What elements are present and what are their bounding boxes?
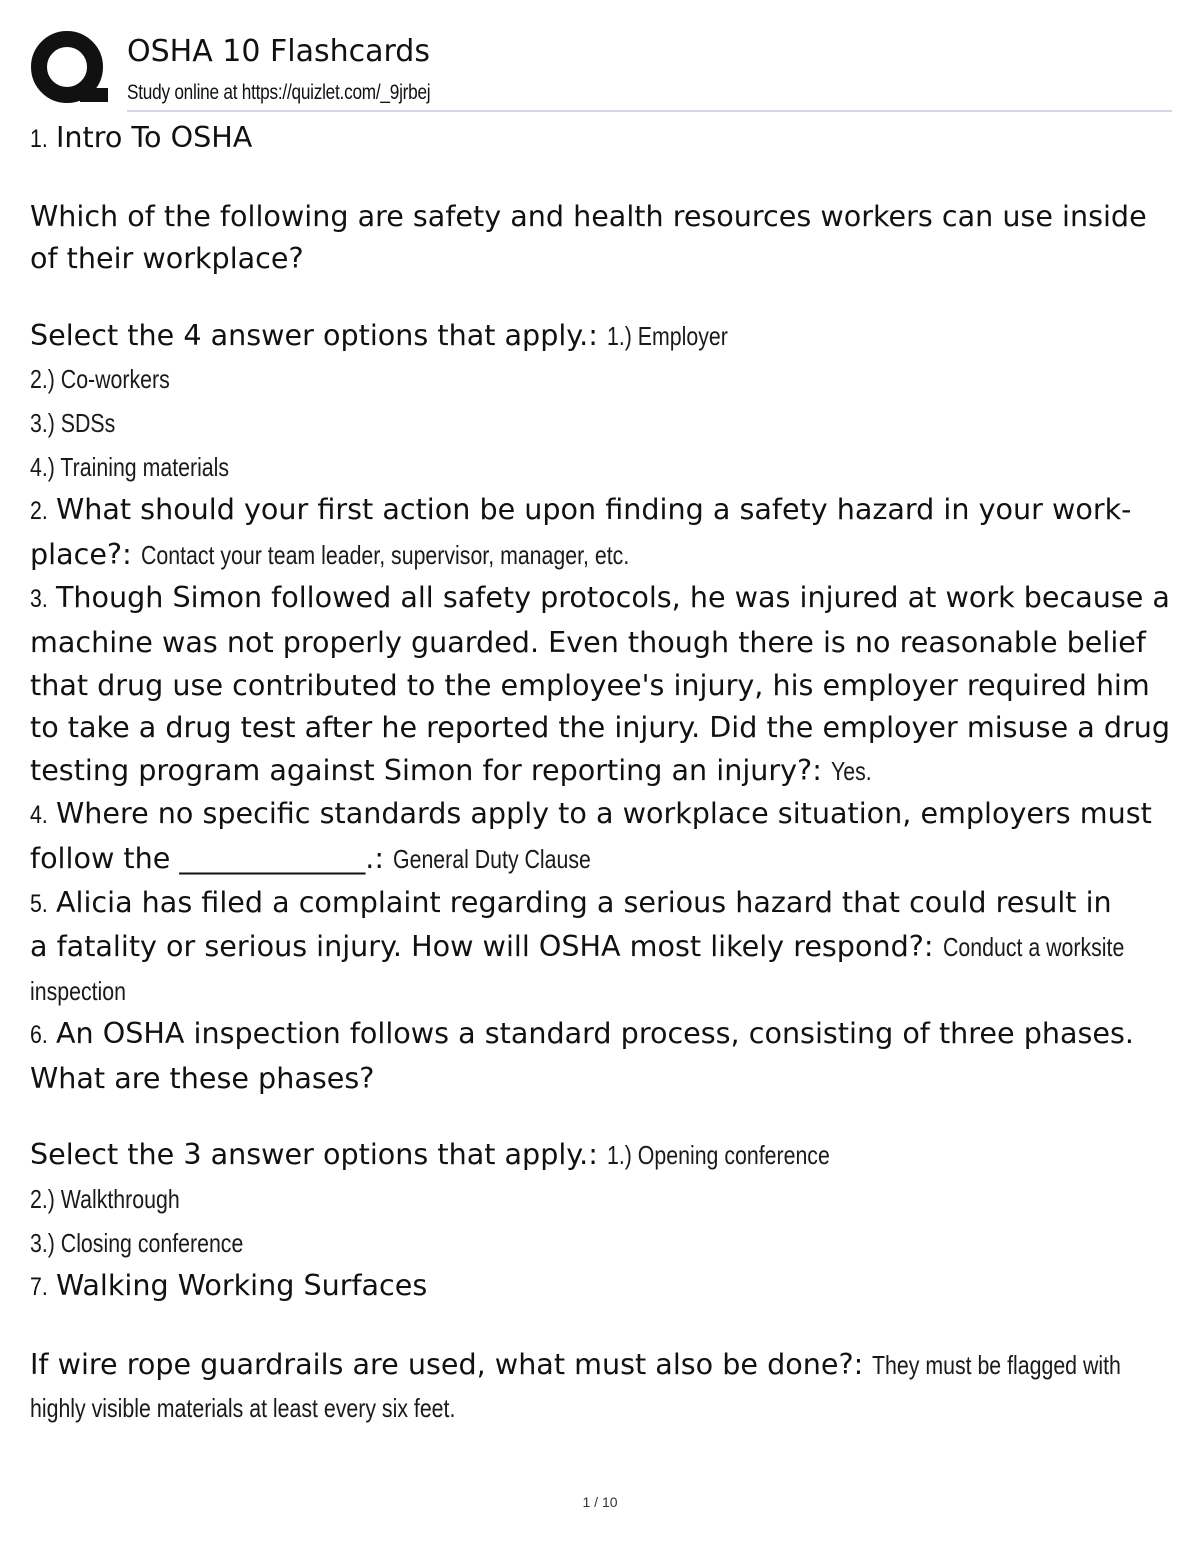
card-number: 1. [30,125,48,153]
card-question: Where no specific standards apply to a workplace situation, employers must [55,796,1152,831]
flashcard [30,1264,1175,1430]
card-answer: 4.) Training materials [30,451,230,482]
card-question: Alicia has filed a complaint regarding a serious hazard that could result in [55,884,1112,919]
card-answer: 3.) SDSs [30,407,116,438]
card-number: 5. [30,889,48,918]
quizlet-q-logo-icon [30,30,108,108]
card-answer: inspection [30,975,127,1006]
card-answer: 2.) Walkthrough [30,1184,180,1215]
card-question: testing program against Simon for reporting an injury?: [30,752,822,787]
card-number: 6. [30,1021,48,1050]
card-question: machine was not properly guarded. Even though there is no reasonable belief [30,624,1146,659]
flashcard [30,488,1175,576]
card-answer: 1.) Opening conference [606,1140,830,1171]
card-answer: 3.) Closing conference [30,1227,244,1258]
card-question: Though Simon followed all safety protocols, he was injured at work because a [55,580,1170,615]
card-answer: Yes. [830,755,872,786]
card-answer: Contact your team leader, supervisor, manager, etc. [140,539,630,570]
card-question: Select the 4 answer options that apply.: [30,317,598,352]
card-question: follow the _____________.: [30,840,385,875]
flashcard [30,792,1175,880]
card-answer: They must be flagged with [872,1349,1122,1380]
card-question: place?: [30,536,132,571]
study-online-link[interactable]: Study online at https://quizlet.com/_9jrbej [127,81,431,104]
card-number: 3. [30,585,48,614]
flashcard [30,881,1175,1013]
card-question: Select the 3 answer options that apply.: [30,1137,598,1172]
card-question: Walking Working Surfaces [55,1268,428,1303]
card-question: a fatality or serious injury. How will OSHA most likely respond?: [30,929,934,964]
header-divider [127,110,1172,112]
document-title: OSHA 10 Flashcards [127,34,430,69]
flashcard [30,1012,1175,1264]
card-question: of their workplace? [30,241,304,276]
card-question: An OSHA inspection follows a standard process, consisting of three phases. [55,1016,1134,1051]
card-number: 2. [30,497,48,526]
card-question: to take a drug test after he reported the injury. Did the employer misuse a drug [30,710,1171,745]
card-question: What are these phases? [30,1060,375,1095]
card-answer: 2.) Co-workers [30,364,170,395]
card-question: Intro To OSHA [55,120,253,154]
card-answer: 1.) Employer [606,320,728,351]
card-answer: highly visible materials at least every six feet. [30,1393,456,1424]
card-number: 4. [30,801,48,830]
card-answer: General Duty Clause [393,843,592,874]
flashcard [30,576,1175,792]
card-question: that drug use contributed to the employee's injury, his employer required him [30,667,1150,702]
card-question: Which of the following are safety and health resources workers can use inside [30,198,1147,233]
document-header [30,30,1172,114]
page-number: 1 / 10 [582,1494,618,1510]
flashcard [30,116,1175,488]
card-answer: Conduct a worksite [942,932,1124,963]
card-question: If wire rope guardrails are used, what must also be done?: [30,1346,864,1381]
flashcard-list [30,116,1175,1430]
card-number: 7. [30,1273,48,1302]
card-question: What should your first action be upon finding a safety hazard in your work- [55,492,1132,527]
